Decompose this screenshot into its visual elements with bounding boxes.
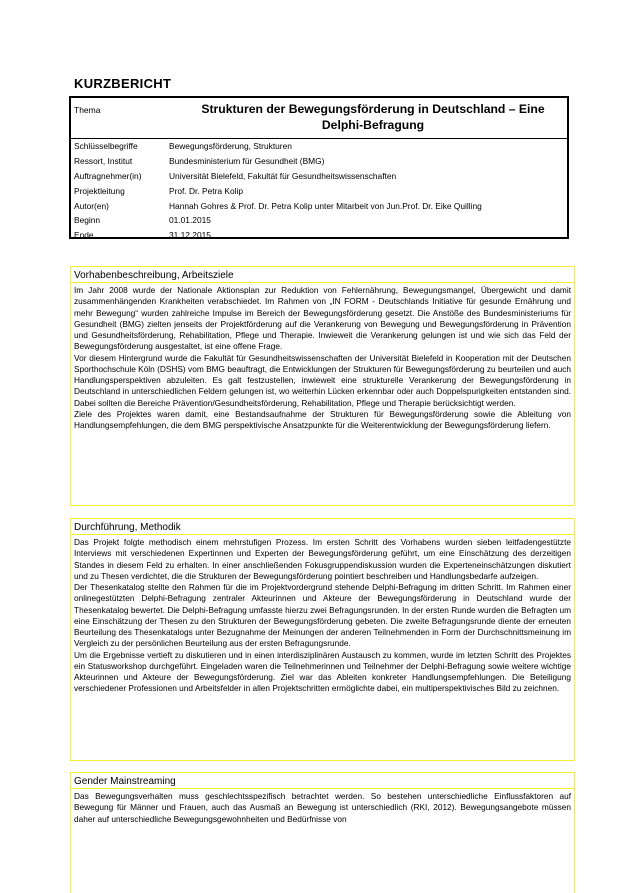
section-gender-mainstreaming: [70, 772, 575, 893]
info-row-contractor: [71, 169, 567, 184]
paragraph: Das Bewegungsverhalten muss geschlechtsspezifisch betrachtet werden. So bestehen unterschiedliche Einflussfaktoren auf Bewegung für Männer und Frauen, auch das Ausmaß an Bewegung ist unterschiedlich (RKI, 2012). Bewegungsangebote müssen daher auf unterschiedliche Bewegungsgewohnheiten und Bedürfnisse von: [74, 791, 571, 824]
info-value: 31.12.2015: [169, 230, 211, 241]
info-row-start: [71, 213, 567, 228]
info-value: Hannah Gohres & Prof. Dr. Petra Kolip unter Mitarbeit von Jun.Prof. Dr. Eike Quilling: [169, 200, 482, 211]
section-body: [71, 535, 574, 695]
paragraph: Das Projekt folgte methodisch einem mehrstufigen Prozess. Im ersten Schritt des Vorhabens wurden sieben leitfadengestützte Interviews mit verschiedenen Expertinnen und Experten der Bewegungsförderung geführt, um eine Einschätzung des derzeitigen Standes in diesem Feld zu erhalten. In einer anschließenden Fokusgruppendiskussion wurden die Experteneinschätzungen diskutiert und zu Thesen verdichtet, die die Strukturen der Bewegungsförderung pointiert beschreiben und Handlungsbedarfe aufzeigen.: [74, 537, 571, 581]
paragraph: Vor diesem Hintergrund wurde die Fakultät für Gesundheitswissenschaften der Universität Bielefeld in Kooperation mit der Deutschen Sporthochschule Köln (DSHS) vom BMG beauftragt, die Entwicklungen der Strukturen für Bewegungsförderung zu beurteilen und auch Handlungsperspektiven abzuleiten. Es galt festzustellen, inwieweit eine strukturelle Verankerung der Bewegungsförderung in Deutschland in unterschiedlichen Feldern gelungen ist, wo weiterhin Lücken erkennbar oder auch Doppelspurigkeiten entstanden sind. Dabei sollten die Bereiche Prävention/Gesundheitsförderung, Rehabilitation, Pflege und Therapie berücksichtigt werden.: [74, 352, 571, 408]
section-body: [71, 283, 574, 431]
info-key: Ende: [74, 230, 94, 241]
paragraph: Der Thesenkatalog stellte den Rahmen für die im Projektvordergrund stehende Delphi-Befragung im dritten Schritt. Im Rahmen einer onlinegestützten Delphi-Befragung zentraler Akteurinnen und Akteure der Bewegungsförderung in Deutschland wurde der Thesenkatalog bewertet. Die Delphi-Befragung umfasste hierzu zwei Befragungsrunden. In der ersten Runde wurden die Befragten um eine Einschätzung der Thesen zu den Strukturen der Bewegungsförderung gebeten. Die zweite Befragungsrunde diente der erneuten Beurteilung des Thesenkatalogs unter Bezugnahme der Meinungen der anderen Teilnehmenden in Form der Durchschnittsmeinung im Vergleich zu der persönlichen Beurteilung aus der ersten Befragungsrunde.: [74, 582, 571, 649]
section-title: Vorhabenbeschreibung, Arbeitsziele: [71, 267, 574, 283]
info-value: Universität Bielefeld, Fakultät für Gesundheitswissenschaften: [169, 170, 397, 181]
paragraph: Um die Ergebnisse vertieft zu diskutieren und in einen interdisziplinären Austausch zu kommen, wurde im letzten Schritt des Projektes ein Statusworkshop durchgeführt. Eingeladen waren die Teilnehmerinnen und Teilnehmer der Delphi-Befragung sowie weitere wichtige Akteurinnen und Akteure der Bewegungsförderung. Ziel war das Ableiten konkreter Handlungsempfehlungen. Die Beteiligung verschiedener Professionen und Arbeitsfelder in allen Projektschritten ermöglichte dabei, ein multiperspektivisches Bild zu zeichnen.: [74, 649, 571, 694]
section-title: Gender Mainstreaming: [71, 773, 574, 789]
info-value: Prof. Dr. Petra Kolip: [169, 185, 244, 196]
report-title: [183, 101, 563, 133]
info-key: Ressort, Institut: [74, 155, 133, 166]
info-row-keywords: [71, 139, 567, 154]
theme-row: [71, 98, 567, 139]
info-row-authors: [71, 199, 567, 214]
document-heading: KURZBERICHT: [74, 76, 172, 91]
section-title: Durchführung, Methodik: [71, 519, 574, 535]
theme-label: Thema: [74, 105, 101, 115]
info-key: Autor(en): [74, 200, 109, 211]
info-key: Projektleitung: [74, 185, 125, 196]
info-row-ressort: [71, 154, 567, 169]
info-key: Auftragnehmer(in): [74, 170, 142, 181]
info-key: Schlüsselbegriffe: [74, 141, 138, 151]
info-value: Bewegungsförderung, Strukturen: [169, 141, 292, 151]
report-title-line-1: Strukturen der Bewegungsförderung in Deutschland – Eine: [201, 102, 545, 116]
section-body: [71, 789, 574, 825]
section-vorhabenbeschreibung: [70, 266, 575, 506]
info-value: 01.01.2015: [169, 215, 211, 226]
info-row-end: [71, 228, 567, 243]
report-title-line-2: Delphi-Befragung: [321, 118, 425, 132]
project-info-table: [69, 96, 569, 239]
info-row-lead: [71, 184, 567, 199]
paragraph: Ziele des Projektes waren damit, eine Bestandsaufnahme der Strukturen für Bewegungsförderung sowie die Ableitung von Handlungsempfehlungen, die dem BMG perspektivische Ansatzpunkte für die Weiterentwicklung der Bewegungsförderung liefern.: [74, 408, 571, 430]
section-durchfuehrung: [70, 518, 575, 761]
paragraph: Im Jahr 2008 wurde der Nationale Aktionsplan zur Reduktion von Fehlernährung, Bewegungsmangel, Übergewicht und damit zusammenhängenden Krankheiten verabschiedet. Im Rahmen von „IN FORM - Deutschlands Initiative für gesunde Ernährung und mehr Bewegung“ wurden zahlreiche Impulse im Bereich der Bewegungsförderung gesetzt. Die Anstöße des Bundesministeriums für Gesundheit (BMG) zielten jenseits der Projektförderung auf die Verankerung von Bewegung und Bewegungsförderung in Prävention und Gesundheitsförderung, Rehabilitation, Pflege und Therapie. Inwieweit die Verankerung gelungen ist und wie sich das Feld der Bewegungsförderung ausgestaltet, ist eine offene Frage.: [74, 285, 571, 352]
info-value: Bundesministerium für Gesundheit (BMG): [169, 155, 325, 166]
info-key: Beginn: [74, 215, 101, 226]
